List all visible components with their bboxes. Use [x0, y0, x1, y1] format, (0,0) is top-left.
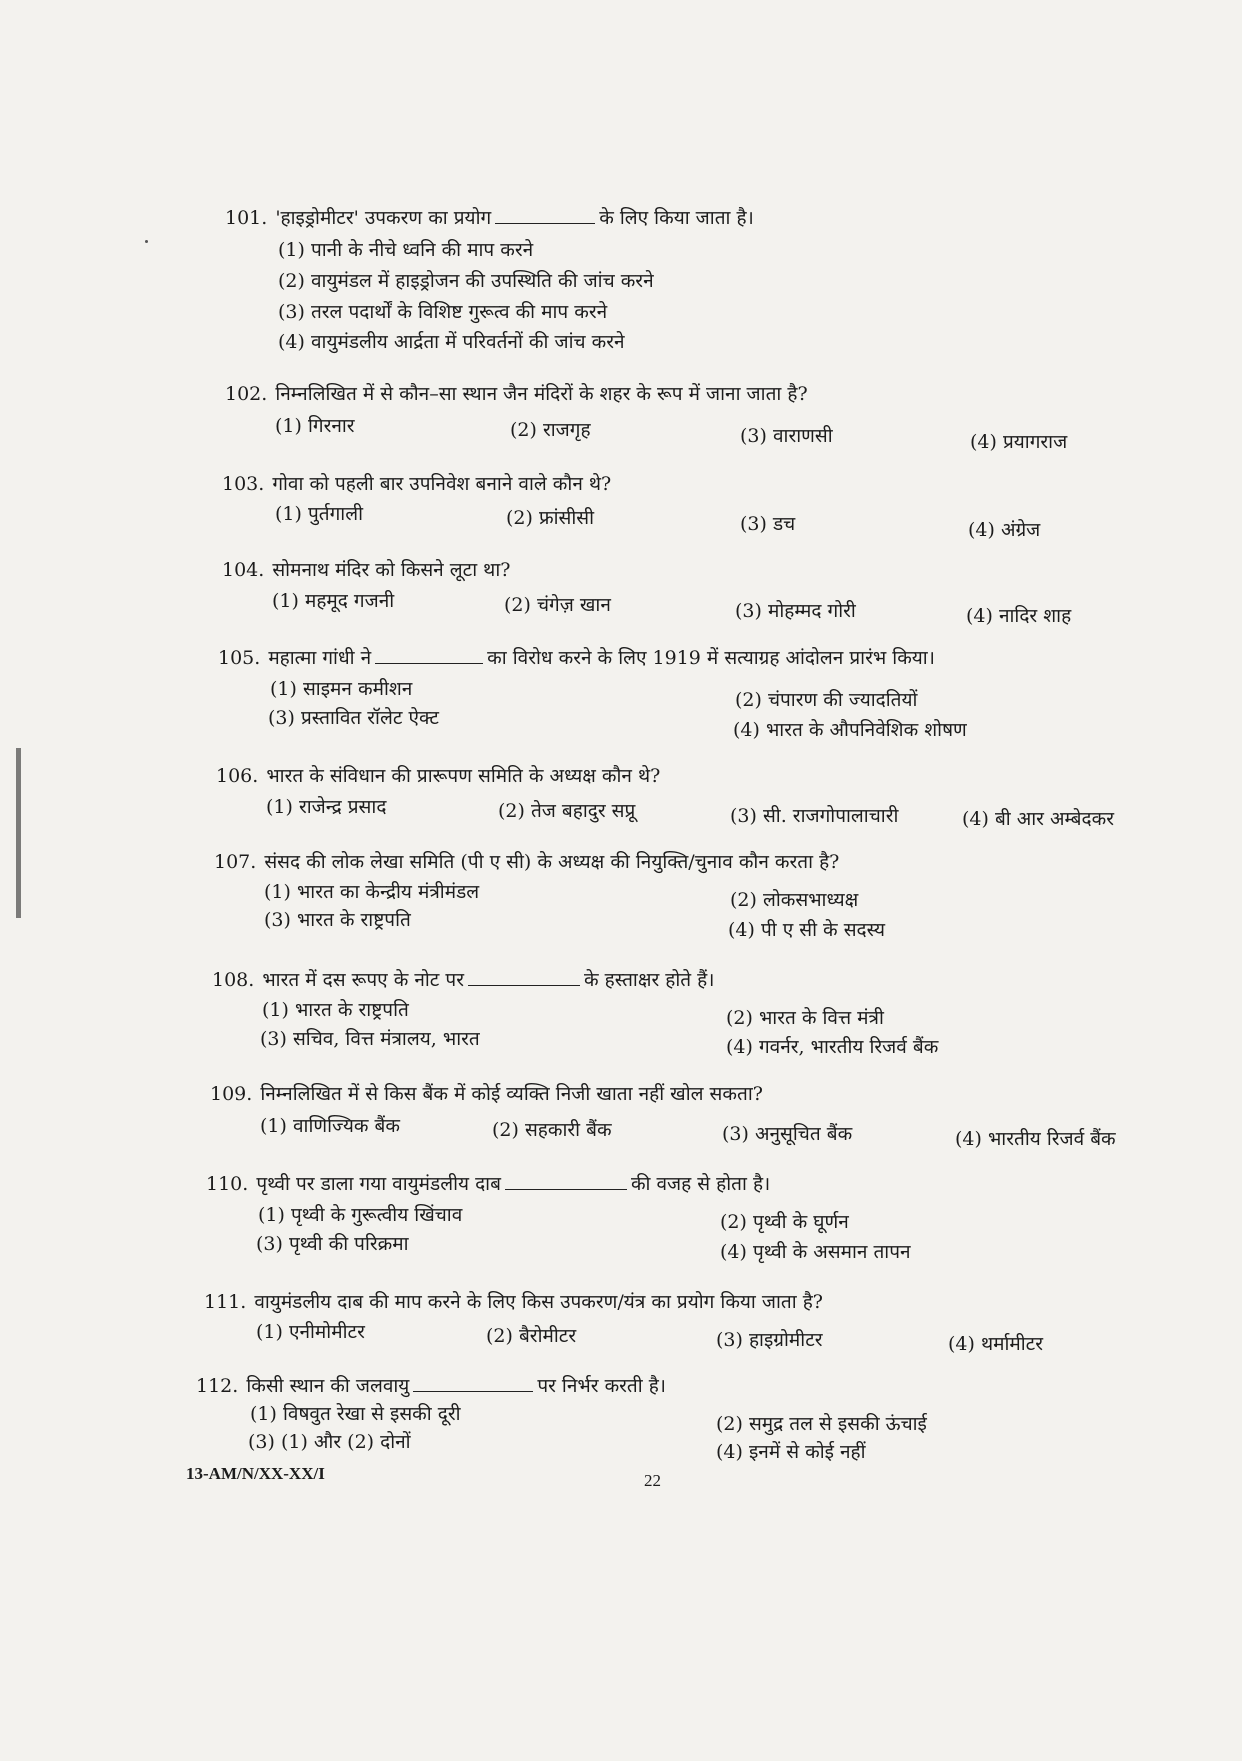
answer-blank — [375, 644, 483, 664]
option-3: (3) डच — [740, 513, 796, 535]
option-4: (4) पृथ्वी के असमान तापन — [720, 1241, 911, 1263]
option-2: (2) सहकारी बैंक — [492, 1119, 612, 1141]
page-number: 22 — [644, 1471, 661, 1490]
option-1: (1) वाणिज्यिक बैंक — [260, 1115, 400, 1137]
option-2: (2) बैरोमीटर — [486, 1325, 577, 1347]
option-1: (1) साइमन कमीशन — [270, 678, 413, 700]
option-4: (4) वायुमंडलीय आर्द्रता में परिवर्तनों की जांच करने — [278, 331, 625, 353]
option-4: (4) इनमें से कोई नहीं — [716, 1441, 866, 1463]
option-1: (1) पुर्तगाली — [275, 503, 363, 525]
option-2: (2) पृथ्वी के घूर्णन — [720, 1211, 849, 1233]
option-1: (1) पानी के नीचे ध्वनि की माप करने — [278, 239, 534, 261]
option-3: (3) वाराणसी — [740, 425, 833, 447]
question-stem: 108. भारत में दस रूपए के नोट पर के हस्ताक्षर होते हैं। — [212, 966, 714, 992]
option-2: (2) लोकसभाध्यक्ष — [730, 889, 859, 911]
answer-blank — [505, 1170, 627, 1190]
option-4: (4) नादिर शाह — [966, 605, 1072, 627]
option-1: (1) विषवुत रेखा से इसकी दूरी — [250, 1403, 461, 1425]
option-3: (3) प्रस्तावित रॉलेट ऐक्ट — [268, 707, 439, 729]
option-2: (2) चंपारण की ज्यादतियों — [735, 689, 918, 711]
option-4: (4) गवर्नर, भारतीय रिजर्व बैंक — [726, 1036, 939, 1058]
option-1: (1) भारत का केन्द्रीय मंत्रीमंडल — [264, 881, 480, 903]
option-2: (2) वायुमंडल में हाइड्रोजन की उपस्थिति की जांच करने — [278, 270, 654, 292]
question-stem: 105. महात्मा गांधी ने का विरोध करने के लिए 1919 में सत्याग्रह आंदोलन प्रारंभ किया। — [218, 644, 935, 670]
option-3: (3) सचिव, वित्त मंत्रालय, भारत — [260, 1028, 480, 1050]
option-4: (4) भारत के औपनिवेशिक शोषण — [733, 719, 967, 741]
question-stem: 106. भारत के संविधान की प्रारूपण समिति के अध्यक्ष कौन थे? — [216, 765, 661, 787]
option-2: (2) राजगृह — [510, 419, 591, 441]
scan-artifact — [16, 748, 21, 918]
answer-blank — [413, 1372, 533, 1392]
question-stem: 103. गोवा को पहली बार उपनिवेश बनाने वाले कौन थे? — [222, 473, 612, 495]
option-2: (2) समुद्र तल से इसकी ऊंचाई — [716, 1413, 927, 1435]
question-stem: 107. संसद की लोक लेखा समिति (पी ए सी) के अध्यक्ष की नियुक्ति/चुनाव कौन करता है? — [214, 851, 840, 873]
question-stem: 112. किसी स्थान की जलवायु पर निर्भर करती है। — [196, 1372, 666, 1398]
option-1: (1) महमूद गजनी — [272, 590, 395, 612]
option-3: (3) मोहम्मद गोरी — [735, 600, 856, 622]
answer-blank — [468, 966, 580, 986]
scan-speck — [145, 240, 148, 243]
option-1: (1) गिरनार — [275, 415, 355, 437]
option-2: (2) भारत के वित्त मंत्री — [726, 1007, 884, 1029]
answer-blank — [495, 204, 595, 224]
option-3: (3) तरल पदार्थों के विशिष्ट गुरूत्व की माप करने — [278, 301, 608, 323]
option-3: (3) भारत के राष्ट्रपति — [264, 909, 411, 931]
option-1: (1) पृथ्वी के गुरूत्वीय खिंचाव — [258, 1204, 463, 1226]
option-4: (4) प्रयागराज — [970, 431, 1068, 453]
option-2: (2) फ्रांसीसी — [506, 507, 595, 529]
question-stem: 102. निम्नलिखित में से कौन–सा स्थान जैन मंदिरों के शहर के रूप में जाना जाता है? — [225, 383, 808, 405]
question-stem: 109. निम्नलिखित में से किस बैंक में कोई व्यक्ति निजी खाता नहीं खोल सकता? — [210, 1083, 763, 1105]
option-4: (4) अंग्रेज — [968, 519, 1041, 541]
option-3: (3) हाइग्रोमीटर — [716, 1329, 823, 1351]
option-3: (3) (1) और (2) दोनों — [248, 1431, 411, 1453]
option-2: (2) तेज बहादुर सप्रू — [498, 800, 636, 822]
paper-code: 13-AM/N/XX-XX/I — [186, 1464, 325, 1483]
option-4: (4) बी आर अम्बेदकर — [962, 808, 1114, 830]
question-stem: 101. 'हाइड्रोमीटर' उपकरण का प्रयोग के लिए किया जाता है। — [225, 204, 754, 230]
option-1: (1) भारत के राष्ट्रपति — [262, 999, 409, 1021]
question-stem: 104. सोमनाथ मंदिर को किसने लूटा था? — [222, 559, 511, 581]
option-1: (1) एनीमोमीटर — [256, 1321, 365, 1343]
option-3: (3) पृथ्वी की परिक्रमा — [256, 1233, 409, 1255]
option-2: (2) चंगेज़ खान — [504, 594, 611, 616]
question-stem: 110. पृथ्वी पर डाला गया वायुमंडलीय दाब की वजह से होता है। — [206, 1170, 770, 1196]
question-stem: 111. वायुमंडलीय दाब की माप करने के लिए किस उपकरण/यंत्र का प्रयोग किया जाता है? — [204, 1291, 823, 1313]
option-4: (4) थर्मामीटर — [948, 1333, 1044, 1355]
option-1: (1) राजेन्द्र प्रसाद — [266, 796, 387, 818]
option-3: (3) सी. राजगोपालाचारी — [730, 805, 899, 827]
option-4: (4) भारतीय रिजर्व बैंक — [955, 1128, 1116, 1150]
option-4: (4) पी ए सी के सदस्य — [728, 919, 886, 941]
option-3: (3) अनुसूचित बैंक — [722, 1123, 853, 1145]
